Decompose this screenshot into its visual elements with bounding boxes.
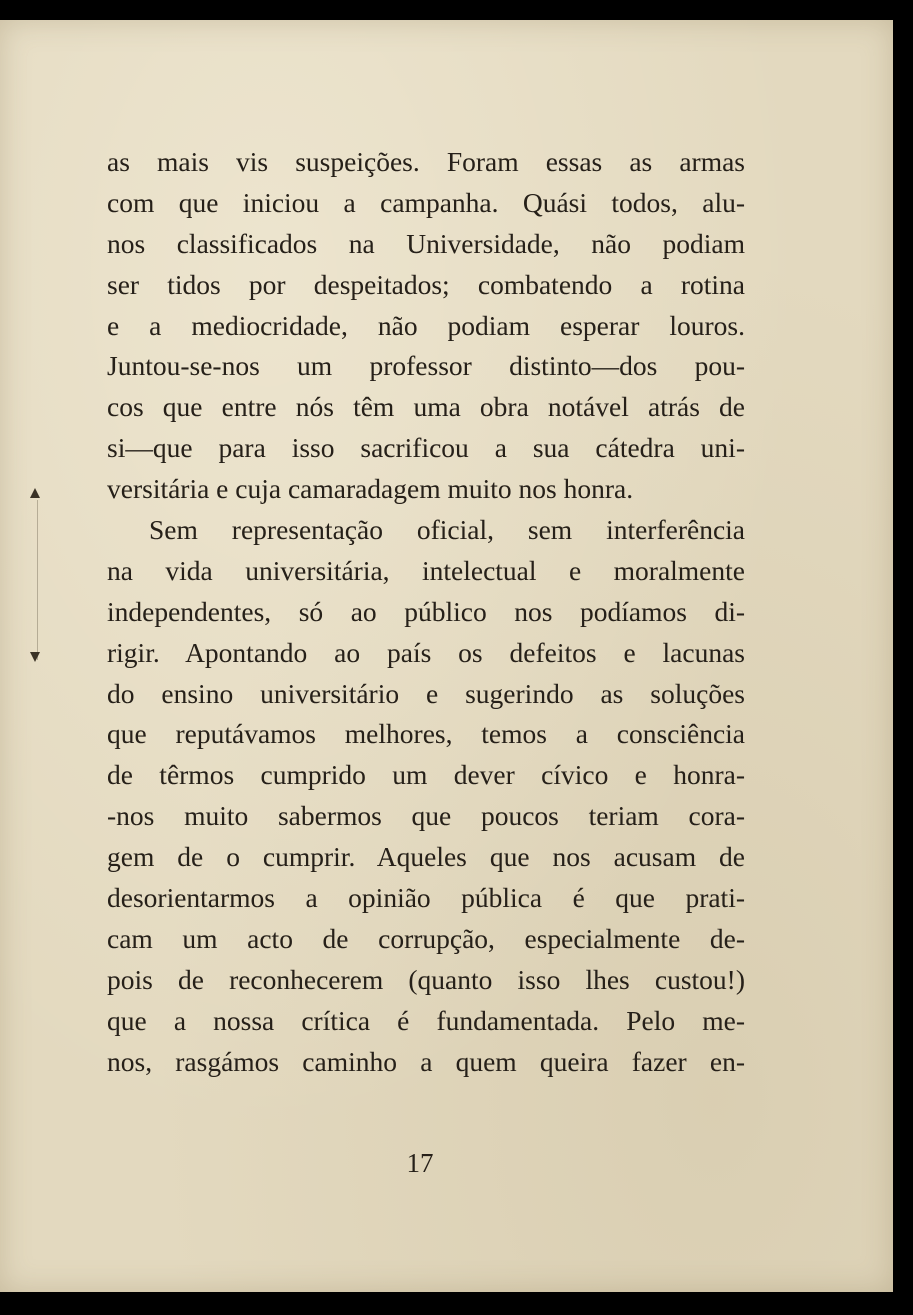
text-line: as mais vis suspeições. Foram essas as armas (107, 146, 745, 177)
book-page (0, 20, 893, 1292)
text-line: Juntou-se-nos um professor distinto—dos pou- (107, 350, 745, 382)
text-line-paragraph-start: Sem representação oficial, sem interferência (149, 514, 745, 546)
text-line: que a nossa crítica é fundamentada. Pelo me- (107, 1004, 745, 1036)
text-line: de têrmos cumprido um dever cívico e honra- (107, 759, 745, 791)
text-line: que reputávamos melhores, temos a consciência (107, 718, 745, 750)
text-line: si—que para isso sacrificou a sua cátedra uni- (107, 432, 745, 464)
text-line: -nos muito sabermos que poucos teriam cora- (107, 800, 745, 832)
text-line: independentes, só ao público nos podíamos di- (107, 595, 745, 627)
text-line: e a mediocridade, não podiam esperar louros. (107, 309, 745, 341)
text-line: na vida universitária, intelectual e moralmente (107, 554, 745, 586)
text-line: com que iniciou a campanha. Quási todos, alu- (107, 186, 745, 218)
text-line: desorientarmos a opinião pública é que prati- (107, 882, 745, 914)
page-number: 17 (406, 1148, 434, 1178)
text-line: nos, rasgámos caminho a quem queira fazer en- (107, 1045, 745, 1077)
text-line: ser tidos por despeitados; combatendo a rotina (107, 268, 745, 300)
text-line: versitária e cuja camaradagem muito nos honra. (107, 473, 634, 505)
text-line: nos classificados na Universidade, não podiam (107, 227, 745, 259)
text-line: gem de o cumprir. Aqueles que nos acusam de (107, 841, 745, 873)
text-line: cos que entre nós têm uma obra notável atrás de (107, 391, 745, 423)
text-line: do ensino universitário e sugerindo as soluções (107, 677, 745, 709)
body-text (107, 142, 745, 1082)
text-line: cam um acto de corrupção, especialmente de- (107, 922, 745, 954)
margin-arrow-up-icon (30, 488, 40, 498)
margin-pencil-line (37, 500, 38, 660)
text-line: rigir. Apontando ao país os defeitos e lacunas (107, 636, 745, 668)
margin-arrow-down-icon (30, 652, 40, 662)
text-line: pois de reconhecerem (quanto isso lhes custou!) (107, 963, 745, 995)
